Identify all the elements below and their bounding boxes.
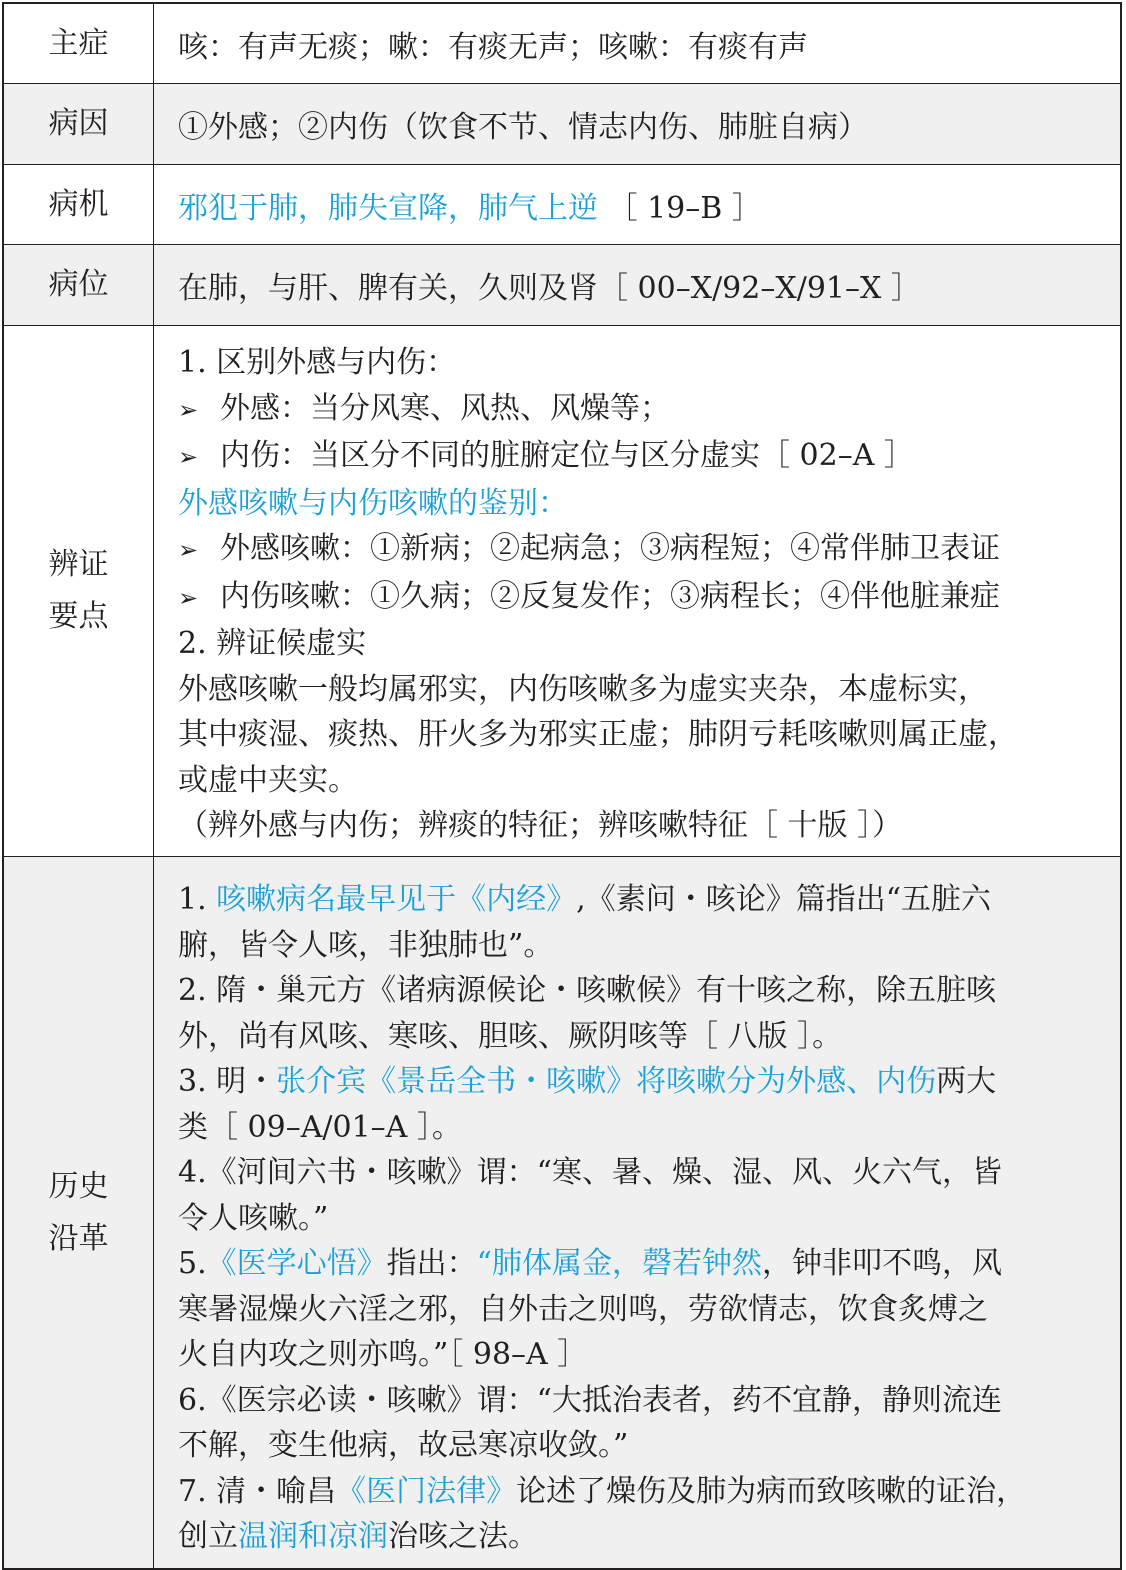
syndrome-table xyxy=(2,2,1122,1570)
row-label: 病机 xyxy=(4,165,154,244)
location-text: 在肺，与肝、脾有关，久则及肾［ 00–X/92–X/91–X ］ xyxy=(178,271,921,306)
item-text: 创立 xyxy=(178,1519,238,1554)
highlight-heading: 外感咳嗽与内伤咳嗽的鉴别： xyxy=(178,485,568,521)
history-item-4: 4.《河间六书・咳嗽》谓：“寒、暑、燥、湿、风、火六气，皆 xyxy=(178,1155,1002,1190)
item-number: 3. 明・ xyxy=(178,1064,277,1099)
row-content xyxy=(154,165,1120,244)
paragraph-line: 外感咳嗽一般均属邪实，内伤咳嗽多为虚实夹杂，本虚标实， xyxy=(178,671,988,707)
history-item-3 xyxy=(178,1059,1026,1105)
paragraph-line: （辨外感与内伤；辨痰的特征；辨咳嗽特征［ 十版 ］） xyxy=(178,808,903,843)
history-item-5 xyxy=(178,1241,1026,1287)
label-line: 历史 xyxy=(48,1168,109,1204)
row-label xyxy=(4,326,154,856)
highlight-text: 《医门法律》 xyxy=(336,1473,517,1509)
history-line: 寒暑湿燥火六淫之邪，自外击之则鸣，劳欲情志，饮食炙煿之 xyxy=(178,1291,988,1327)
history-item-2: 2. 隋・巢元方《诸病源候论・咳嗽候》有十咳之称，除五脏咳 xyxy=(178,973,997,1008)
row-content xyxy=(154,84,1120,164)
highlight-text: 咳嗽病名最早见于《内经》 xyxy=(216,882,577,917)
bullet-text: 内伤：当区分不同的脏腑定位与区分虚实［ 02–A ］ xyxy=(220,438,914,473)
history-line: 令人咳嗽。” xyxy=(178,1200,329,1236)
row-label: 主症 xyxy=(4,4,154,83)
history-line: 外，尚有风咳、寒咳、胆咳、厥阴咳等［ 八版 ］。 xyxy=(178,1018,843,1054)
history-line xyxy=(178,1514,1026,1560)
row-differentiation xyxy=(4,326,1120,857)
bullet-text: 外感咳嗽：①新病；②起病急；③病程短；④常伴肺卫表证 xyxy=(220,531,1000,566)
exam-reference: ［ 19–B ］ xyxy=(607,190,762,226)
bullet-text: 外感：当分风寒、风热、风燥等； xyxy=(220,390,670,426)
label-line: 辨证 xyxy=(48,547,109,582)
bullet-item xyxy=(178,526,1018,574)
highlight-text: 温润和凉润 xyxy=(238,1519,388,1554)
history-item-7 xyxy=(178,1469,1026,1515)
row-cause xyxy=(4,84,1120,165)
row-content xyxy=(154,857,1120,1568)
history-line: 类［ 09–A/01–A ］。 xyxy=(178,1109,462,1145)
bullet-item xyxy=(178,433,1018,481)
label-line: 沿革 xyxy=(48,1220,109,1256)
arrow-bullet-icon: ➢ xyxy=(178,536,199,564)
item-text: 指出： xyxy=(386,1246,477,1281)
item-text: 治咳之法。 xyxy=(388,1519,538,1554)
bullet-item xyxy=(178,574,1018,622)
numbered-heading: 1. 区别外感与内伤： xyxy=(178,345,457,380)
row-content xyxy=(154,4,1120,83)
highlight-text: “肺体属金，磬若钟然 xyxy=(476,1246,762,1281)
row-content xyxy=(154,245,1120,325)
history-line: 不解，变生他病，故忌寒凉收敛。” xyxy=(178,1428,629,1463)
bullet-item xyxy=(178,386,1018,434)
history-item-6: 6.《医宗必读・咳嗽》谓：“大抵治表者，药不宜静，静则流连 xyxy=(178,1382,1002,1418)
item-text: 论述了燥伤及肺为病而致咳嗽的证治， xyxy=(516,1473,1027,1509)
bullet-text: 内伤咳嗽：①久病；②反复发作；③病程长；④伴他脏兼症 xyxy=(220,578,1000,614)
main-symptom-text: 咳：有声无痰；嗽：有痰无声；咳嗽：有痰有声 xyxy=(178,29,808,65)
arrow-bullet-icon: ➢ xyxy=(178,583,199,612)
row-content xyxy=(154,326,1120,856)
row-history xyxy=(4,857,1120,1568)
item-text: ，钟非叩不鸣，风 xyxy=(761,1246,1002,1281)
numbered-heading: 2. 辨证候虚实 xyxy=(178,626,367,661)
item-text: 两大 xyxy=(936,1064,997,1099)
row-mechanism xyxy=(4,165,1120,245)
row-label xyxy=(4,857,154,1568)
highlight-text: 《医学心悟》 xyxy=(206,1246,387,1281)
row-label: 病位 xyxy=(4,245,154,325)
row-location xyxy=(4,245,1120,326)
item-number: 1. xyxy=(178,882,217,917)
history-item-1 xyxy=(178,877,1026,923)
label-line: 要点 xyxy=(48,599,109,634)
paragraph-line: 或虚中夹实。 xyxy=(178,762,358,798)
row-main-symptom xyxy=(4,4,1120,84)
cause-text: ①外感；②内伤（饮食不节、情志内伤、肺脏自病） xyxy=(178,110,868,145)
item-number: 7. 清・喻昌 xyxy=(178,1473,337,1509)
item-text: ,《素问・咳论》篇指出“五脏六 xyxy=(576,882,992,917)
item-number: 5. xyxy=(178,1246,207,1281)
highlight-text: 张介宾《景岳全书・咳嗽》将咳嗽分为外感、内伤 xyxy=(276,1064,937,1099)
arrow-bullet-icon: ➢ xyxy=(178,395,199,424)
mechanism-highlight: 邪犯于肺，肺失宣降，肺气上逆 xyxy=(178,190,598,226)
row-label: 病因 xyxy=(4,84,154,164)
history-line: 腑，皆令人咳，非独肺也”。 xyxy=(178,927,554,963)
history-line: 火自内攻之则亦鸣。”［ 98–A ］ xyxy=(178,1337,588,1372)
arrow-bullet-icon: ➢ xyxy=(178,443,199,471)
paragraph-line: 其中痰湿、痰热、肝火多为邪实正虚；肺阴亏耗咳嗽则属正虚， xyxy=(178,717,1018,752)
